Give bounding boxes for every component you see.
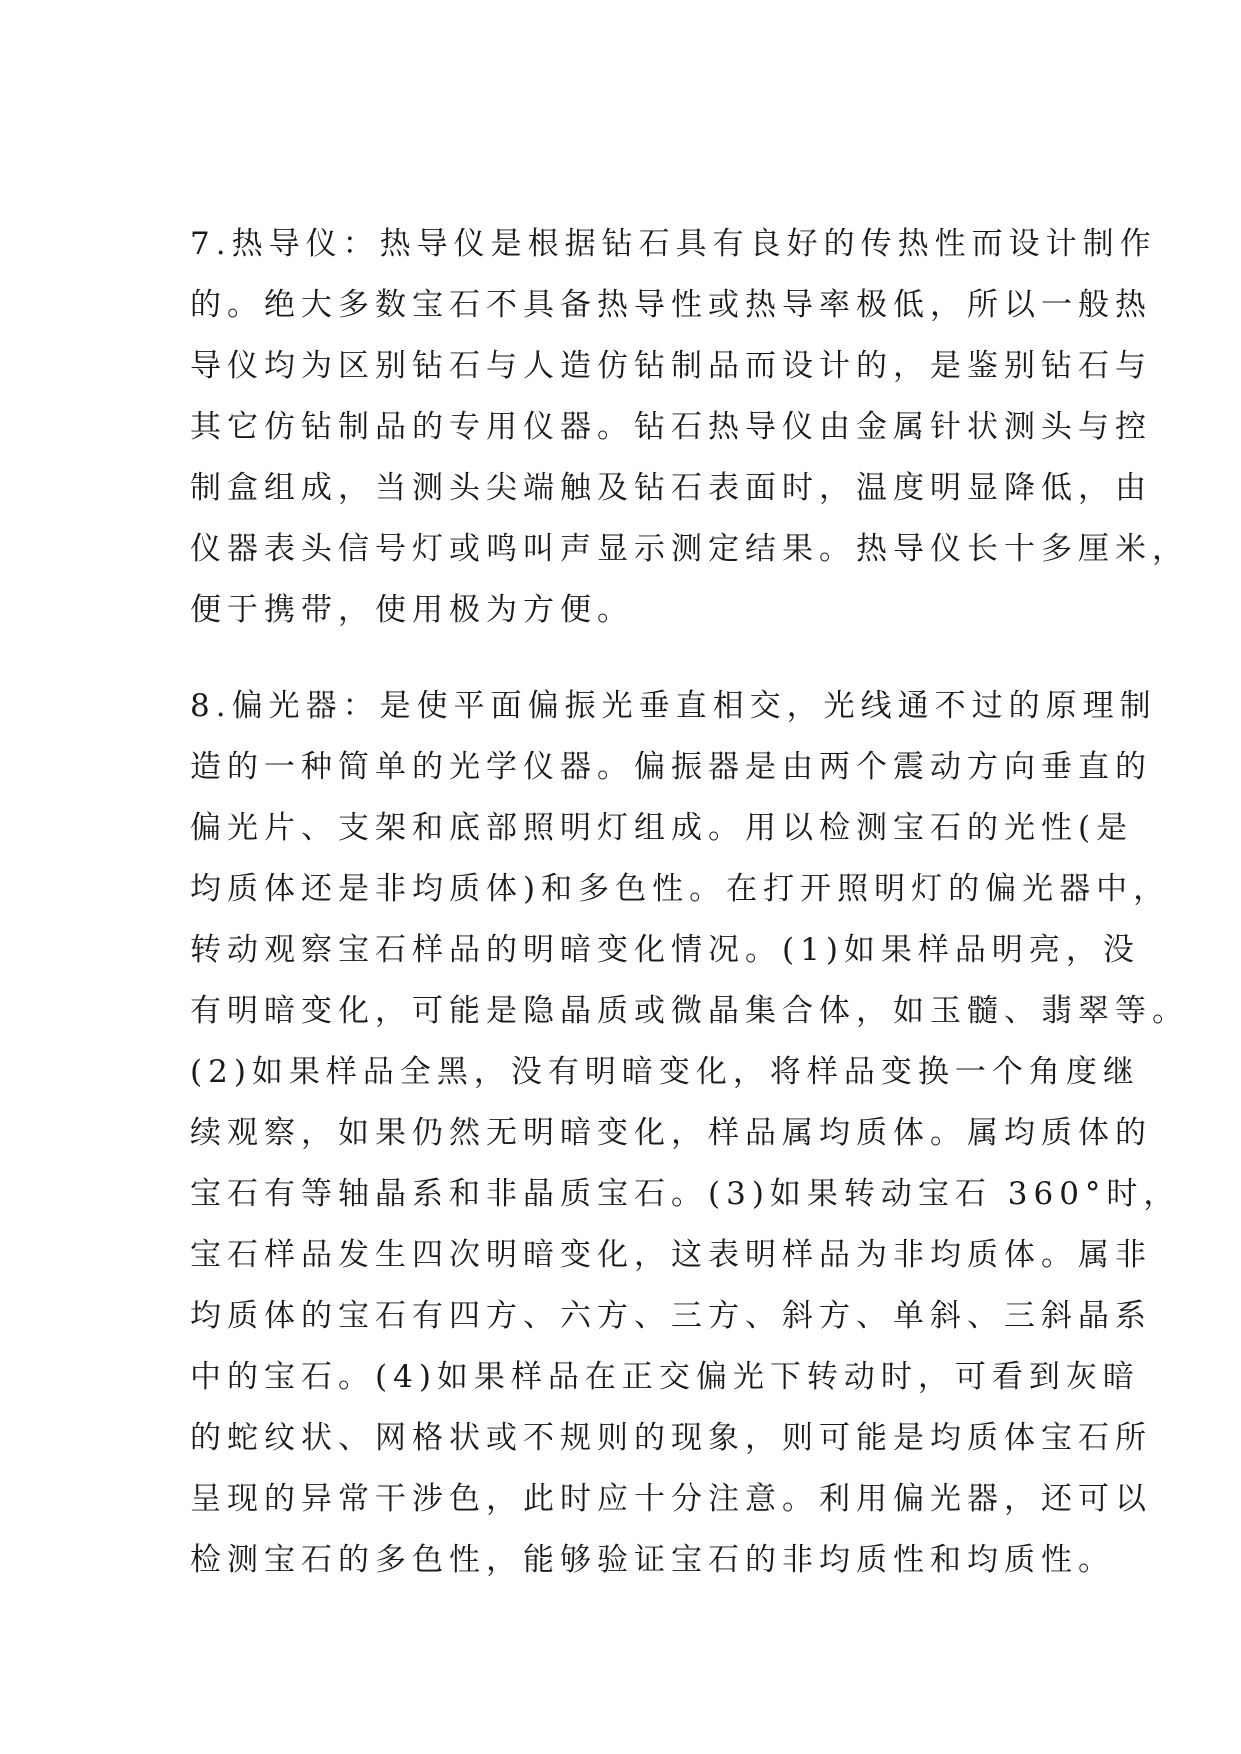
text-line: 制盒组成，当测头尖端触及钻石表面时，温度明显降低，由 [190,470,1152,506]
text-line: 仪器表头信号灯或鸣叫声显示测定结果。热导仪长十多厘米， [190,531,1189,567]
text-line: 均质体还是非均质体)和多色性。在打开照明灯的偏光器中， [190,871,1171,907]
text-line: 造的一种简单的光学仪器。偏振器是由两个震动方向垂直的 [190,749,1152,785]
text-line: 有明暗变化，可能是隐晶质或微晶集合体，如玉髓、翡翠等。 [190,993,1189,1029]
text-line: 其它仿钻制品的专用仪器。钻石热导仪由金属针状测头与控 [190,409,1152,445]
text-line: 偏光片、支架和底部照明灯组成。用以检测宝石的光性(是 [190,810,1134,846]
paragraph-thermal-conductivity-tester [190,214,1189,641]
text-line: 呈现的异常干涉色，此时应十分注意。利用偏光器，还可以 [190,1481,1152,1517]
text-line: 转动观察宝石样品的明暗变化情况。(1)如果样品明亮，没 [190,932,1140,968]
text-line: 均质体的宝石有四方、六方、三方、斜方、单斜、三斜晶系 [190,1298,1152,1334]
text-line: 7.热导仪：热导仪是根据钻石具有良好的传热性而设计制作 [190,226,1157,262]
text-line: 的。绝大多数宝石不具备热导性或热导率极低，所以一般热 [190,287,1152,323]
paragraph-polariscope [190,676,1189,1591]
text-line: 的蛇纹状、网格状或不规则的现象，则可能是均质体宝石所 [190,1420,1152,1456]
text-line: 续观察，如果仍然无明暗变化，样品属均质体。属均质体的 [190,1115,1152,1151]
text-line: 便于携带，使用极为方便。 [190,592,634,628]
text-line: (2)如果样品全黑，没有明暗变化，将样品变换一个角度继 [190,1054,1140,1090]
text-line: 宝石有等轴晶系和非晶质宝石。(3)如果转动宝石 360°时， [190,1176,1181,1212]
text-line: 中的宝石。(4)如果样品在正交偏光下转动时，可看到灰暗 [190,1359,1140,1395]
text-line: 检测宝石的多色性，能够验证宝石的非均质性和均质性。 [190,1542,1115,1578]
text-line: 导仪均为区别钻石与人造仿钻制品而设计的，是鉴别钻石与 [190,348,1152,384]
text-line: 宝石样品发生四次明暗变化，这表明样品为非均质体。属非 [190,1237,1152,1273]
text-line: 8.偏光器：是使平面偏振光垂直相交，光线通不过的原理制 [190,688,1157,724]
